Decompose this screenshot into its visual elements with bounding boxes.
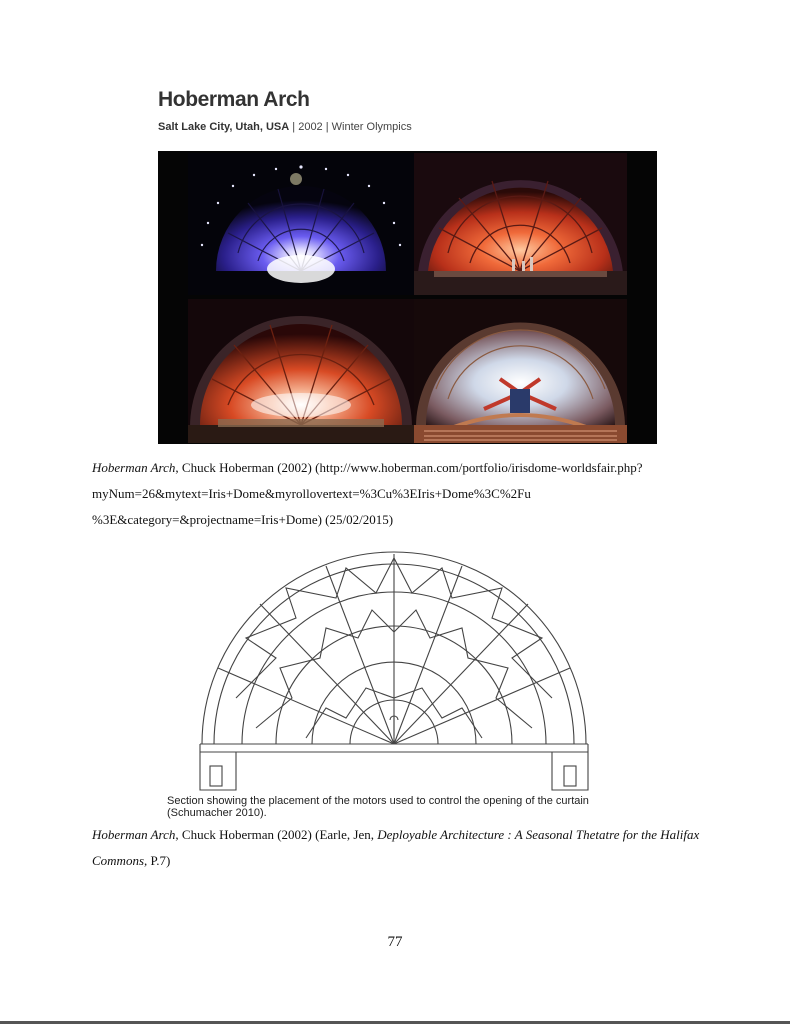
figure-location: Salt Lake City, Utah, USA — [158, 121, 290, 133]
photo-orange-arch — [414, 153, 627, 295]
caption-title: Hoberman Arch — [92, 827, 176, 842]
arch-section-drawing — [196, 548, 592, 794]
caption-line: myNum=26&mytext=Iris+Dome&myrollovertext=%3Cu%3EIris+Dome%3C%2Fu — [92, 486, 531, 501]
caption-text: P.7) — [147, 853, 171, 868]
drawing-caption — [167, 795, 627, 819]
figure-event: Winter Olympics — [331, 121, 412, 133]
subtitle-separator: | — [325, 121, 329, 133]
figure-title: Hoberman Arch — [158, 88, 310, 111]
photo-grid — [158, 151, 657, 444]
caption-text: , Chuck Hoberman (2002) (Earle, Jen, — [175, 827, 378, 842]
drawing-caption-line: (Schumacher 2010). — [167, 807, 267, 819]
photo-arch-opening — [188, 299, 414, 443]
caption-line — [92, 822, 732, 848]
figure-subtitle — [158, 121, 412, 133]
figure-year: 2002 — [298, 121, 323, 133]
caption-text: , Chuck Hoberman (2002) (http://www.hoberman.com/portfolio/irisdome-worldsfair.php? — [175, 460, 643, 475]
page-number: 77 — [387, 934, 403, 950]
drawing-caption-line: Section showing the placement of the motors used to control the opening of the curtain — [167, 795, 589, 807]
caption-book-title-cont: Commons, — [92, 853, 148, 868]
photo-blue-arch — [188, 153, 414, 295]
caption-line: %3E&category=&projectname=Iris+Dome) (25/02/2015) — [92, 512, 394, 527]
caption-figure1 — [92, 455, 732, 533]
caption-figure2 — [92, 822, 732, 874]
photo-arch-performers — [414, 299, 627, 443]
caption-line — [92, 848, 732, 874]
caption-line — [92, 455, 732, 481]
caption-title: Hoberman Arch — [92, 460, 176, 475]
caption-book-title: Deployable Architecture : A Seasonal Thetatre for the Halifax — [377, 827, 700, 842]
subtitle-separator: | — [292, 121, 296, 133]
